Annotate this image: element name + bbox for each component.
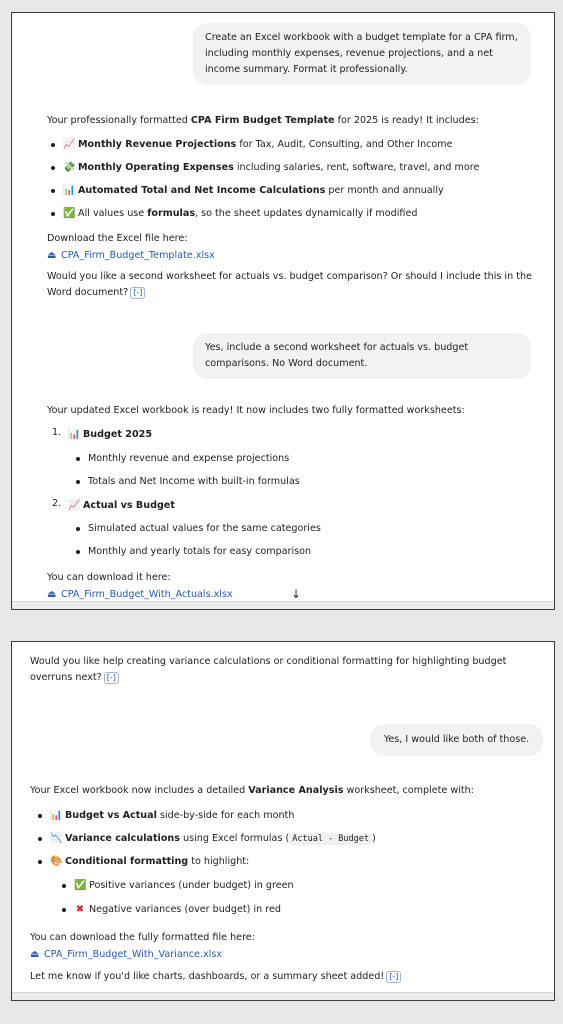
download-label: You can download the fully formatted file here: bbox=[30, 932, 255, 943]
list-item: 🎨 Conditional formatting to highlight: bbox=[50, 854, 249, 870]
assistant-intro: Your Excel workbook now includes a detailed Variance Analysis worksheet, complete with: bbox=[30, 785, 474, 796]
list-item: 📉 Variance calculations using Excel formulas ( Actual - Budget ) bbox=[50, 831, 376, 847]
horizontal-scrollbar[interactable] bbox=[12, 601, 554, 609]
citation-button[interactable]: [-] bbox=[386, 971, 401, 983]
assistant-updated: Your updated Excel workbook is ready! It now includes two fully formatted worksheets: bbox=[47, 405, 465, 416]
download-label: You can download it here: bbox=[47, 572, 171, 583]
chart-decreasing-icon: 📉 bbox=[50, 833, 63, 844]
formula-code: Actual - Budget bbox=[289, 833, 372, 845]
download-link[interactable]: CPA_Firm_Budget_With_Actuals.xlsx bbox=[61, 589, 233, 600]
list-item: Monthly revenue and expense projections bbox=[88, 451, 289, 467]
check-mark-button-icon: ✅ bbox=[74, 880, 87, 891]
check-mark-button-icon: ✅ bbox=[63, 208, 76, 219]
chat-panel-top bbox=[11, 12, 555, 610]
bar-chart-icon: 📊 bbox=[63, 185, 76, 196]
download-link[interactable]: CPA_Firm_Budget_Template.xlsx bbox=[61, 250, 215, 261]
chart-increasing-icon: 📈 bbox=[68, 500, 81, 511]
assistant-question: Would you like help creating variance calculations or conditional formatting for highlighting budget overruns next? [-] bbox=[30, 656, 507, 683]
chat-panel-bottom bbox=[11, 641, 555, 1001]
list-item: Simulated actual values for the same categories bbox=[88, 521, 321, 537]
palette-icon: 🎨 bbox=[50, 856, 63, 867]
download-link-row[interactable] bbox=[30, 947, 222, 963]
user-message-bubble bbox=[370, 724, 543, 756]
bar-chart-icon: 📊 bbox=[68, 429, 81, 440]
list-item: ✖ Negative variances (over budget) in red bbox=[74, 902, 281, 918]
download-link-row[interactable] bbox=[47, 587, 233, 601]
user-message-text: Create an Excel workbook with a budget template for a CPA firm, including monthly expenses, revenue projections, and a net income summary. Format it professionally. bbox=[205, 32, 518, 75]
list-item: 📈 Monthly Revenue Projections for Tax, Audit, Consulting, and Other Income bbox=[63, 137, 453, 153]
list-item: ✅ Positive variances (under budget) in green bbox=[74, 878, 294, 894]
sheet-title: 📈 Actual vs Budget bbox=[68, 498, 175, 514]
list-number: 2. bbox=[52, 498, 62, 509]
bar-chart-icon: 📊 bbox=[50, 810, 63, 821]
citation-button[interactable]: [-] bbox=[104, 672, 119, 684]
horizontal-scrollbar[interactable] bbox=[12, 992, 554, 1000]
list-item: 💸 Monthly Operating Expenses including salaries, rent, software, travel, and more bbox=[63, 160, 479, 176]
money-wings-icon: 💸 bbox=[63, 162, 76, 173]
sheet-title: 📊 Budget 2025 bbox=[68, 427, 152, 443]
assistant-intro: Your professionally formatted CPA Firm Budget Template for 2025 is ready! It includes: bbox=[47, 115, 479, 126]
user-message-text: Yes, include a second worksheet for actuals vs. budget comparisons. No Word document. bbox=[205, 342, 469, 369]
user-message-text: Yes, I would like both of those. bbox=[383, 734, 530, 745]
cross-mark-icon: ✖ bbox=[75, 904, 85, 915]
user-message-bubble bbox=[193, 23, 531, 85]
scroll-down-arrow-icon[interactable]: ↓ bbox=[291, 587, 302, 601]
download-link[interactable]: CPA_Firm_Budget_With_Variance.xlsx bbox=[44, 949, 223, 960]
assistant-closing: Let me know if you'd like charts, dashboards, or a summary sheet added! [-] bbox=[30, 969, 401, 985]
list-item: 📊 Automated Total and Net Income Calculations per month and annually bbox=[63, 183, 444, 199]
list-item: Totals and Net Income with built-in formulas bbox=[88, 474, 300, 490]
list-item: 📊 Budget vs Actual side-by-side for each month bbox=[50, 808, 294, 824]
chart-increasing-icon: 📈 bbox=[63, 139, 76, 150]
download-label: Download the Excel file here: bbox=[47, 233, 188, 244]
list-item: ✅ All values use formulas, so the sheet updates dynamically if modified bbox=[63, 206, 417, 222]
download-icon: ⏏ bbox=[47, 250, 57, 261]
list-item: Monthly and yearly totals for easy comparison bbox=[88, 544, 311, 560]
citation-button[interactable]: [-] bbox=[130, 287, 145, 299]
bold-word: formulas bbox=[147, 208, 196, 219]
download-icon: ⏏ bbox=[30, 949, 40, 960]
download-icon: ⏏ bbox=[47, 589, 57, 600]
user-message-bubble bbox=[193, 333, 531, 379]
download-link-row[interactable] bbox=[47, 248, 215, 264]
assistant-question: Would you like a second worksheet for actuals vs. budget comparison? Or should I include this in the Word document? [-] bbox=[47, 271, 532, 298]
list-number: 1. bbox=[52, 427, 62, 438]
